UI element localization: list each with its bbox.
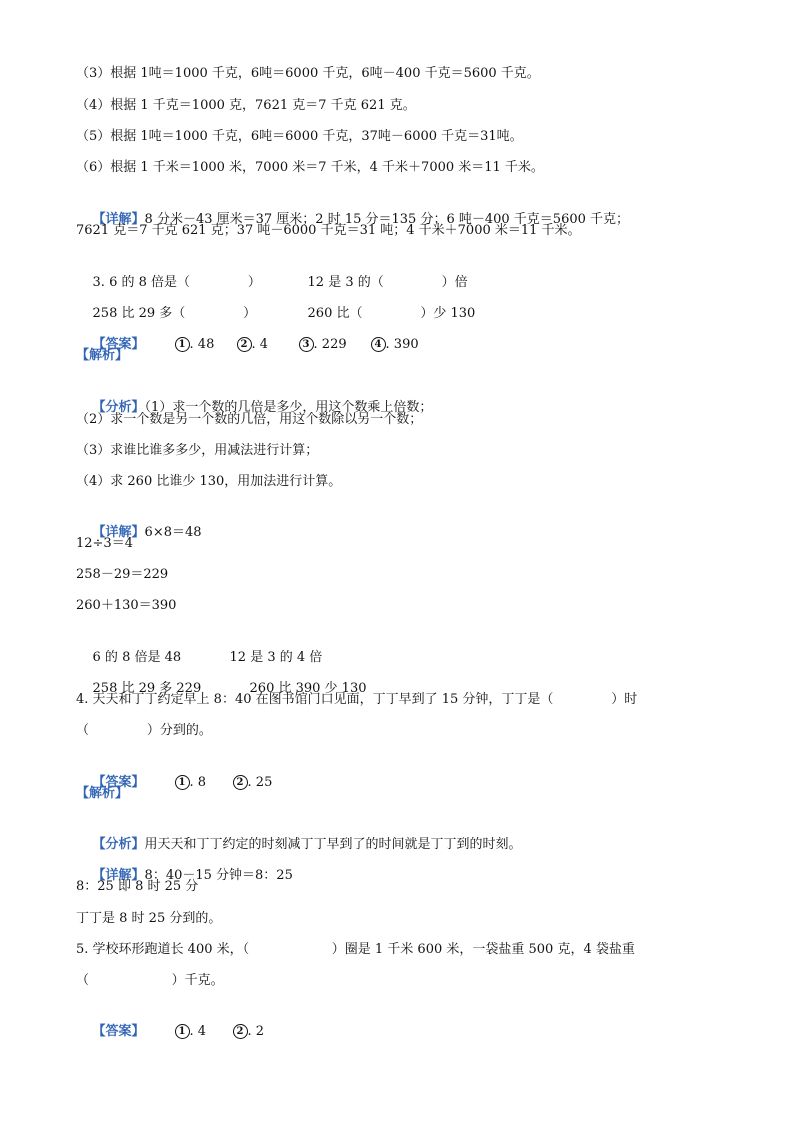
- solution-line-4: （4）根据 1 千克＝1000 克，7621 克＝7 千克 621 克。: [76, 98, 416, 113]
- answer-tag: 【答案】: [92, 1024, 145, 1039]
- solution-line-6: （6）根据 1 千米＝1000 米，7000 米＝7 千米，4 千米＋7000 米＝11 千米。: [76, 160, 544, 175]
- analysis-line-2: （2）求一个数是另一个数的几倍，用这个数除以另一个数；: [76, 412, 423, 427]
- detail-text: 8 分米－43 厘米＝37 厘米；2 时 15 分＝135 分；6 吨－400 千克＝5600 千克；: [144, 212, 630, 227]
- question-4-line-2: （ ）分到的。: [76, 723, 212, 738]
- detail-tag: 【详解】: [92, 525, 145, 540]
- circled-number-icon: 1: [175, 1024, 190, 1039]
- calc-line: 12÷3＝4: [76, 536, 133, 551]
- answer-tag: 【答案】: [92, 337, 145, 352]
- analysis-line: 【分析】（1）求一个数的几倍是多少，用这个数乘上倍数；: [92, 400, 433, 415]
- detail-tag: 【详解】: [92, 868, 145, 883]
- conclusion-line: 丁丁是 8 时 25 分到的。: [76, 911, 222, 926]
- answer-item: 1 . 48: [175, 335, 237, 355]
- analysis-header: 【解析】: [76, 786, 129, 801]
- analysis-tag: 【分析】: [92, 837, 145, 852]
- circled-number-icon: 1: [175, 775, 190, 790]
- circled-number-icon: 4: [371, 337, 386, 352]
- analysis-header: 【解析】: [76, 348, 129, 363]
- analysis-line-4: （4）求 260 比谁少 130，用加法进行计算。: [76, 474, 342, 489]
- detail-continued: 7621 克＝7 千克 621 克；37 吨－6000 千克＝31 吨；4 千米＋7000 米＝11 千米。: [76, 223, 581, 238]
- solution-line-5: （5）根据 1吨＝1000 千克，6吨＝6000 千克，37吨－6000 千克＝31吨。: [76, 129, 523, 144]
- answer-item: 4 . 390: [371, 335, 419, 355]
- calc-line: 258－29＝229: [76, 567, 169, 582]
- circled-number-icon: 3: [299, 337, 314, 352]
- question-5-answer: [76, 1002, 265, 1039]
- answer-item: 1 . 4: [175, 1022, 233, 1042]
- question-4-answer: [76, 753, 273, 790]
- calc-line: 260＋130＝390: [76, 598, 177, 613]
- answer-item: 2 . 4: [237, 335, 299, 355]
- question-3-part-c: 258 比 29 多（ ）: [92, 306, 257, 321]
- answer-item: 3 . 229: [299, 335, 371, 355]
- question-3-answer: [76, 315, 419, 352]
- question-5-line-2: （ ）千克。: [76, 973, 224, 988]
- detail-line: 【详解】8：40－15 分钟＝8：25: [92, 868, 293, 883]
- question-4-line-1: 4. 天天和丁丁约定早上 8：40 在图书馆门口见面，丁丁早到了 15 分钟，丁丁是（ ）时: [76, 692, 638, 707]
- solution-line-3: （3）根据 1吨＝1000 千克，6吨＝6000 千克，6吨－400 千克＝5600 千克。: [76, 66, 540, 81]
- answer-item: 2 . 25: [233, 773, 273, 793]
- question-3-line-2: [76, 284, 476, 321]
- question-3-part-b: 12 是 3 的（ ）倍: [307, 275, 468, 290]
- question-3-part-a: 3. 6 的 8 倍是（ ）: [92, 275, 261, 290]
- answer-item: 2 . 2: [233, 1022, 265, 1042]
- question-3-line-1: [76, 253, 468, 290]
- detail-tag: 【详解】: [92, 212, 145, 227]
- circled-number-icon: 2: [233, 1024, 248, 1039]
- detail-line: [76, 190, 630, 227]
- question-5-line-1: 5. 学校环形跑道长 400 米，（ ）圈是 1 千米 600 米，一袋盐重 500 克，4 袋盐重: [76, 942, 635, 957]
- answer-tag: 【答案】: [92, 775, 145, 790]
- analysis-line: 【分析】用天天和丁丁约定的时刻减丁丁早到了的时间就是丁丁到的时刻。: [92, 837, 522, 852]
- circled-number-icon: 2: [233, 775, 248, 790]
- analysis-tag: 【分析】: [92, 400, 145, 415]
- detail-line: 【详解】6×8＝48: [92, 525, 202, 540]
- circled-number-icon: 2: [237, 337, 252, 352]
- calc-line: 8：25 即 8 时 25 分: [76, 879, 199, 894]
- analysis-line-3: （3）求谁比谁多多少，用减法进行计算；: [76, 443, 319, 458]
- conclusion-line: 6 的 8 倍是 48 12 是 3 的 4 倍: [92, 650, 323, 665]
- answer-item: 1 . 8: [175, 773, 233, 793]
- question-3-part-d: 260 比（ ）少 130: [307, 306, 476, 321]
- circled-number-icon: 1: [175, 337, 190, 352]
- conclusion-line: 258 比 29 多 229 260 比 390 少 130: [92, 681, 367, 696]
